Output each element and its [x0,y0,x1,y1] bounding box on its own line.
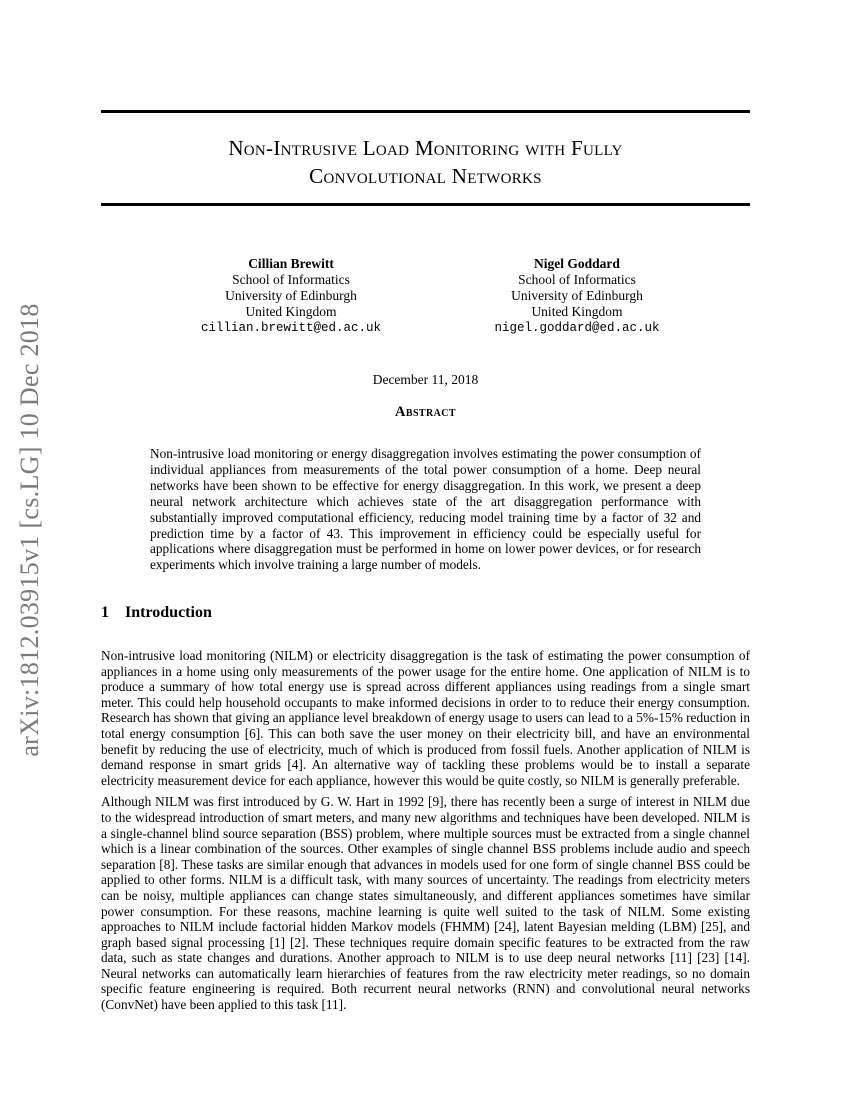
author-1 [181,256,401,336]
body-paragraph: Although NILM was first introduced by G. W. Hart in 1992 [9], there has recently been a surge of interest in NILM due to the widespread introduction of smart meters, and many new algorithms and techniques have been developed. NILM is a single-channel blind source separation (BSS) problem, where multiple sources must be extracted from a single channel which is a linear combination of the sources. Other examples of single channel BSS problems include audio and speech separation [8]. These tasks are similar enough that advances in models used for one form of single channel BSS could be applied to other forms. NILM is a difficult task, with many sources of uncertainty. The readings from electricity meters can be noisy, multiple appliances can change states simultaneously, and different appliances sometimes have similar power consumption. For these reasons, machine learning is quite well suited to the task of NILM. Some existing approaches to NILM include factorial hidden Markov models (FHMM) [24], latent Bayesian melding (LBM) [25], and graph based signal processing [1] [2]. These techniques require domain specific features to be extracted from the raw data, such as state changes and durations. Another approach to NILM is to use deep neural networks [11] [23] [14]. Neural networks can automatically learn hierarchies of features from the raw electricity meter readings, so no domain specific feature engineering is required. Both recurrent neural networks (RNN) and convolutional neural networks (ConvNet) have been applied to this task [11]. [101,794,750,1013]
abstract-heading: Abstract [395,404,456,420]
body-paragraph: Non-intrusive load monitoring (NILM) or electricity disaggregation is the task of estimating the power consumption of appliances in a home using only measurements of the power usage for the entire home. One application of NILM is to produce a summary of how total energy use is spread across different appliances using readings from a single smart meter. This could help household occupants to make informed decisions in order to to reduce their energy consumption. Research has shown that giving an appliance level breakdown of energy usage to users can lead to a 5%-15% reduction in total energy consumption [6]. This can both save the user money on their electricity bill, and have an environmental benefit by reducing the use of electricity, much of which is produced from fossil fuels. Another application of NILM is demand response in smart grids [4]. An alternative way of tackling these problems would be to install a separate electricity measurement device for each appliance, however this would be quite costly, so NILM is generally preferable. [101,648,750,788]
author-name: Cillian Brewitt [248,256,334,271]
paper-title-line-1: Non-Intrusive Load Monitoring with Fully [228,136,623,160]
paper-date: December 11, 2018 [372,372,479,387]
author-institution: University of Edinburgh [511,288,643,303]
author-name: Nigel Goddard [534,256,620,271]
section-title: Introduction [125,604,212,621]
author-email[interactable]: nigel.goddard@ed.ac.uk [494,321,660,335]
author-department: School of Informatics [518,272,636,287]
arxiv-identifier: arXiv:1812.03915v1 [cs.LG] 10 Dec 2018 [15,303,44,757]
arxiv-identifier-margin [10,290,50,770]
section-body [101,648,750,1019]
author-email[interactable]: cillian.brewitt@ed.ac.uk [200,321,382,335]
title-top-rule [101,110,750,113]
author-2 [467,256,687,336]
author-institution: University of Edinburgh [225,288,357,303]
author-department: School of Informatics [232,272,350,287]
section-heading [101,604,212,622]
abstract-text: Non-intrusive load monitoring or energy disaggregation involves estimating the power consumption of individual appliances from measurements of the total power consumption of a home. Deep neural networks have been shown to be effective for energy disaggregation. In this work, we present a deep neural network architecture which achieves state of the art disaggregation performance with substantially improved computational efficiency, reducing model training time by a factor of 32 and prediction time by a factor of 43. This improvement in efficiency could be especially useful for applications where disaggregation must be performed in home on lower power devices, or for research experiments which involve training a large number of models. [150,446,701,573]
paper-title-line-2: Convolutional Networks [309,164,542,188]
author-country: United Kingdom [531,304,623,319]
section-number: 1 [101,604,109,621]
paper-title [101,134,750,190]
title-bottom-rule [101,203,750,206]
author-country: United Kingdom [245,304,337,319]
